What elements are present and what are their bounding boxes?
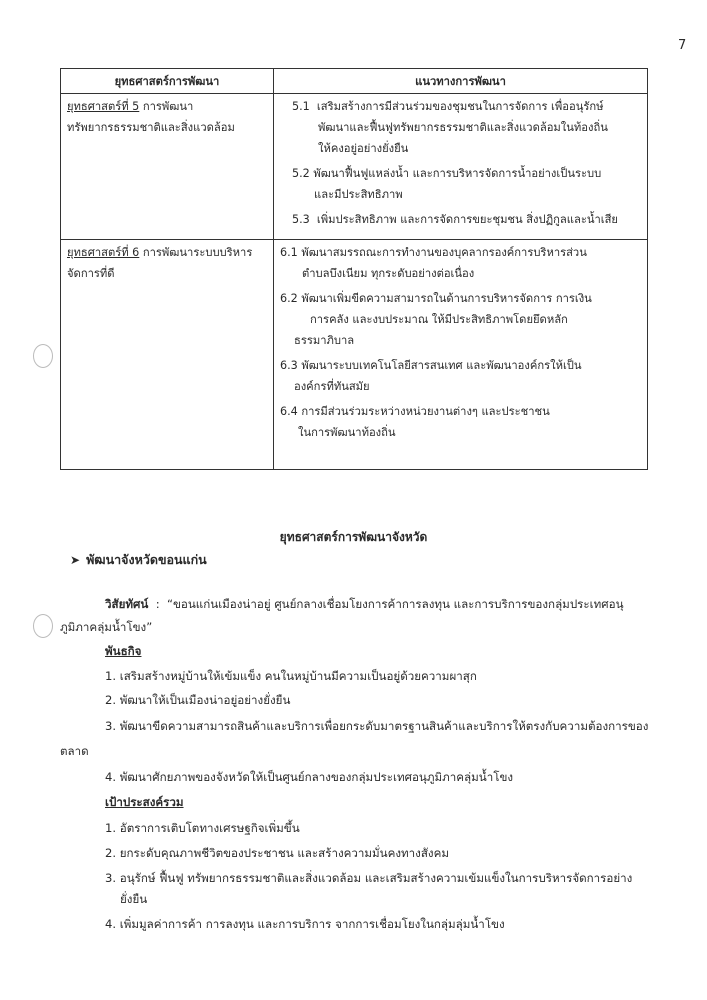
approach-text: พัฒนาสมรรถณะการทำงานของบุคลากรองค์การบริหารส่วน [301, 246, 587, 259]
approach-number: 5.3 [292, 213, 310, 226]
goals-heading: เป้าประสงค์รวม [105, 795, 184, 809]
mission-item-cont: ตลาด [60, 744, 89, 758]
approach-number: 5.1 [292, 100, 310, 113]
mission-item: 3. พัฒนาขีดความสามารถสินค้าและบริการเพื่อยกระดับมาตรฐานสินค้าและบริการให้ตรงกับความต้องการของ [105, 719, 649, 733]
provincial-strategy-title: ยุทธศาสตร์การพัฒนาจังหวัด [279, 530, 428, 544]
vision-text: “ขอนแก่นเมืองน่าอยู่ ศูนย์กลางเชื่อมโยงการค้าการลงทุน และการบริการของกลุ่มประเทศอนุ [166, 597, 624, 611]
approach-number: 6.1 [280, 246, 298, 259]
approach-text: พัฒนาฟื้นฟูแหล่งน้ำ และการบริหารจัดการน้ำอย่างเป็นระบบ [313, 167, 602, 180]
strategy-number: ยุทธศาสตร์ที่ 5 [67, 100, 140, 113]
table-row [61, 94, 648, 240]
approach-text: ตำบลบึงเนียม ทุกระดับอย่างต่อเนื่อง [302, 267, 475, 280]
mission-item: 1. เสริมสร้างหมู่บ้านให้เข้มแข็ง คนในหมู่บ้านมีความเป็นอยู่ด้วยความผาสุก [105, 669, 477, 683]
approach-number: 6.4 [280, 405, 298, 418]
strategy-cell [61, 94, 274, 240]
strategy-name: การพัฒนาระบบบริหาร [142, 246, 253, 259]
mission-item: 2. พัฒนาให้เป็นเมืองน่าอยู่อย่างยั่งยืน [105, 693, 291, 707]
strategy-number: ยุทธศาสตร์ที่ 6 [67, 246, 140, 259]
table-header-row [61, 69, 648, 94]
approach-number: 6.2 [280, 292, 298, 305]
page-number: 7 [678, 38, 687, 53]
header-approach: แนวทางการพัฒนา [274, 69, 648, 94]
approach-text: พัฒนาเพิ่มขีดความสามารถในด้านการบริหารจัดการ การเงิน [301, 292, 592, 305]
arrow-bullet-icon: ➤ [70, 553, 81, 567]
goal-item: 2. ยกระดับคุณภาพชีวิตของประชาชน และสร้างความมั่นคงทางสังคม [105, 846, 449, 860]
header-strategy: ยุทธศาสตร์การพัฒนา [61, 69, 274, 94]
province-heading [70, 550, 207, 570]
vision-colon: : [155, 597, 160, 611]
goal-item: 1. อัตราการเติบโตทางเศรษฐกิจเพิ่มขึ้น [105, 821, 300, 835]
approach-text: และมีประสิทธิภาพ [314, 188, 403, 201]
approach-text: พัฒนาระบบเทคโนโลยีสารสนเทศ และพัฒนาองค์กรให้เป็น [301, 359, 582, 372]
goal-item: 4. เพิ่มมูลค่าการค้า การลงทุน และการบริการ จากการเชื่อมโยงในกลุ่มลุ่มน้ำโขง [105, 917, 505, 931]
mission-item: 4. พัฒนาศักยภาพของจังหวัดให้เป็นศูนย์กลางของกลุ่มประเทศอนุภูมิภาคลุ่มน้ำโขง [105, 770, 514, 784]
strategy-cell [61, 240, 274, 470]
approach-text: เสริมสร้างการมีส่วนร่วมของชุมชนในการจัดการ เพื่ออนุรักษ์ [316, 100, 604, 113]
approach-text: การมีส่วนร่วมระหว่างหน่วยงานต่างๆ และประชาชน [301, 405, 550, 418]
goal-item: 3. อนุรักษ์ ฟื้นฟู ทรัพยากรธรรมชาติและสิ่งแวดล้อม และเสริมสร้างความเข้มแข็งในการบริหารจัดการอย่าง [105, 871, 633, 885]
approach-text: เพิ่มประสิทธิภาพ และการจัดการขยะชุมชน สิ่งปฏิกูลและน้ำเสีย [316, 213, 618, 226]
strategy-table [60, 68, 648, 470]
binder-hole-mark [33, 344, 53, 368]
vision-text-cont: ภูมิภาคลุ่มน้ำโขง” [60, 620, 153, 634]
approach-text: ธรรมาภิบาล [294, 334, 355, 347]
approach-text: พัฒนาและฟื้นฟูทรัพยากรธรรมชาติและสิ่งแวดล้อมในท้องถิ่น [318, 121, 608, 134]
binder-hole-mark [33, 614, 53, 638]
goal-item-cont: ยั่งยืน [120, 892, 148, 906]
province-heading-text: พัฒนาจังหวัดขอนแก่น [86, 552, 207, 567]
strategy-name-cont: จัดการที่ดี [67, 267, 115, 280]
approach-text: ให้คงอยู่อย่างยั่งยืน [318, 142, 409, 155]
mission-heading: พันธกิจ [105, 644, 142, 658]
strategy-name-cont: ทรัพยากรธรรมชาติและสิ่งแวดล้อม [67, 121, 235, 134]
approach-text: องค์กรที่ทันสมัย [294, 380, 370, 393]
approach-number: 6.3 [280, 359, 298, 372]
vision-line [105, 596, 624, 614]
approach-number: 5.2 [292, 167, 310, 180]
approach-cell [274, 94, 648, 240]
strategy-name: การพัฒนา [142, 100, 194, 113]
approach-cell [274, 240, 648, 470]
table-row [61, 240, 648, 470]
approach-text: การคลัง และงบประมาณ ให้มีประสิทธิภาพโดยยึดหลัก [310, 313, 568, 326]
approach-text: ในการพัฒนาท้องถิ่น [298, 426, 396, 439]
vision-label: วิสัยทัศน์ [105, 597, 149, 611]
